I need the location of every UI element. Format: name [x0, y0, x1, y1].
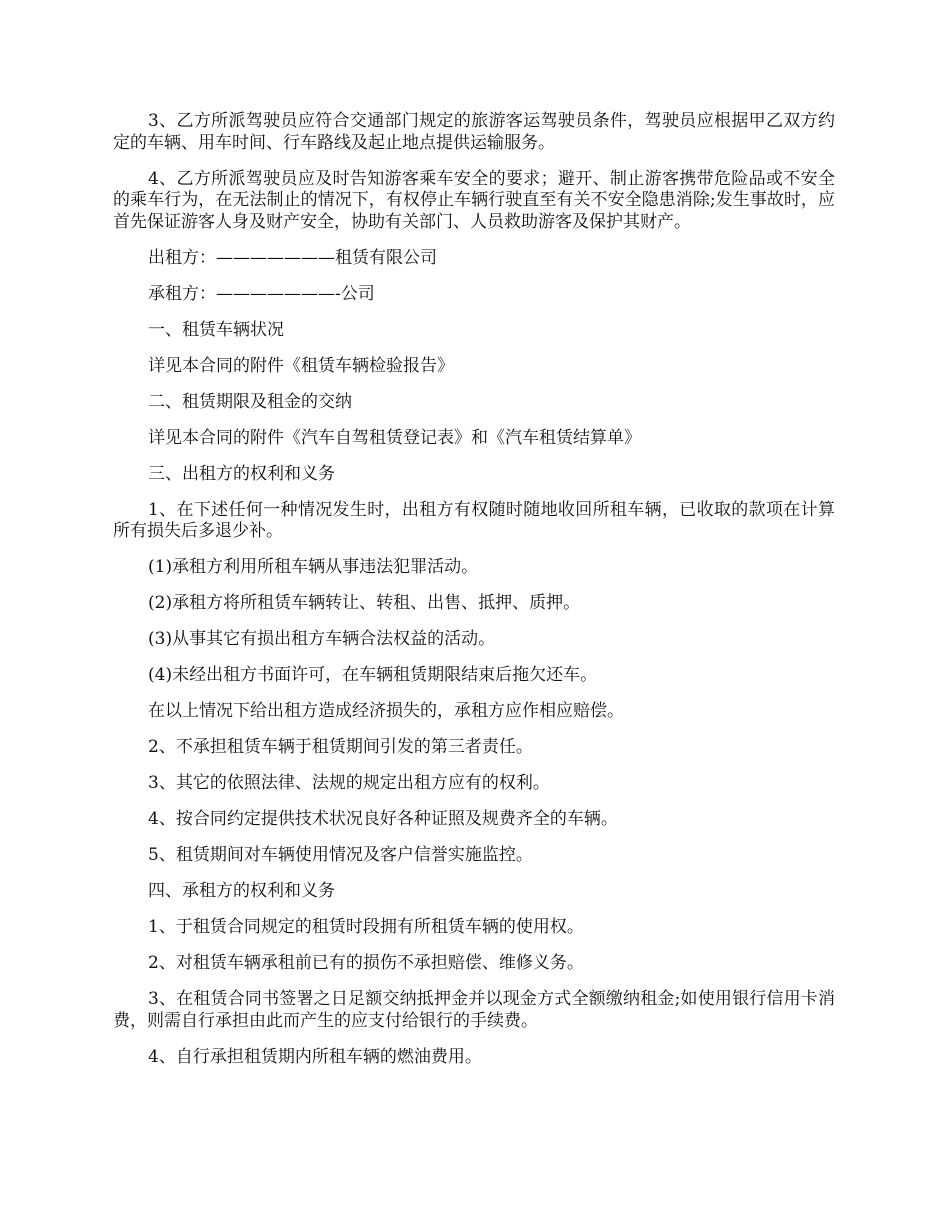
list-item: (1)承租方利用所租车辆从事违法犯罪活动。 [148, 557, 479, 577]
clause-paragraph: 详见本合同的附件《租赁车辆检验报告》 [148, 355, 454, 376]
clause-paragraph: 3、在租赁合同书签署之日足额交纳抵押金并以现金方式全额缴纳租金;如使用银行信用卡消费，则需自行承担由此而产生的应支付给银行的手续费。 [113, 989, 835, 1031]
clause-paragraph: 2、对租赁车辆承租前已有的损伤不承担赔偿、维修义务。 [148, 953, 584, 973]
section-heading: 一、租赁车辆状况 [148, 319, 284, 340]
clause-paragraph: 4、乙方所派驾驶员应及时告知游客乘车安全的要求；避开、制止游客携带危险品或不安全的乘车行为，在无法制止的情况下，有权停止车辆行驶直至有关不安全隐患消除;发生事故时，应首先保证游客人身及财产安全，协助有关部门、人员救助游客及保护其财产。 [113, 168, 835, 232]
clause-paragraph: 3、其它的依照法律、法规的规定出租方应有的权利。 [148, 773, 550, 793]
list-item: (3)从事其它有损出租方车辆合法权益的活动。 [148, 629, 496, 649]
section-heading: 三、出租方的权利和义务 [148, 463, 335, 484]
document-body [113, 111, 835, 1083]
clause-paragraph: 在以上情况下给出租方造成经济损失的，承租方应作相应赔偿。 [148, 701, 624, 721]
clause-paragraph: 3、乙方所派驾驶员应符合交通部门规定的旅游客运驾驶员条件，驾驶员应根据甲乙双方约定的车辆、用车时间、行车路线及起止地点提供运输服务。 [113, 111, 835, 153]
clause-paragraph: 1、在下述任何一种情况发生时，出租方有权随时随地收回所租车辆，已收取的款项在计算所有损失后多退少补。 [113, 499, 835, 541]
clause-paragraph: 1、于租赁合同规定的租赁时段拥有所租赁车辆的使用权。 [148, 917, 584, 937]
section-heading: 二、租赁期限及租金的交纳 [148, 391, 352, 412]
list-item: (2)承租方将所租赁车辆转让、转租、出售、抵押、质押。 [148, 593, 581, 613]
lessor-line: 出租方：———————租赁有限公司 [148, 247, 437, 268]
lessee-line: 承租方：———————-公司 [148, 283, 375, 304]
clause-paragraph: 4、按合同约定提供技术状况良好各种证照及规费齐全的车辆。 [148, 809, 618, 829]
section-heading: 四、承租方的权利和义务 [148, 881, 335, 901]
clause-paragraph: 5、租赁期间对车辆使用情况及客户信誉实施监控。 [148, 845, 533, 865]
clause-paragraph: 4、自行承担租赁期内所租车辆的燃油费用。 [148, 1046, 482, 1067]
list-item: (4)未经出租方书面许可，在车辆租赁期限结束后拖欠还车。 [148, 665, 598, 685]
clause-paragraph: 详见本合同的附件《汽车自驾租赁登记表》和《汽车租赁结算单》 [148, 427, 641, 448]
clause-paragraph: 2、不承担租赁车辆于租赁期间引发的第三者责任。 [148, 737, 533, 757]
